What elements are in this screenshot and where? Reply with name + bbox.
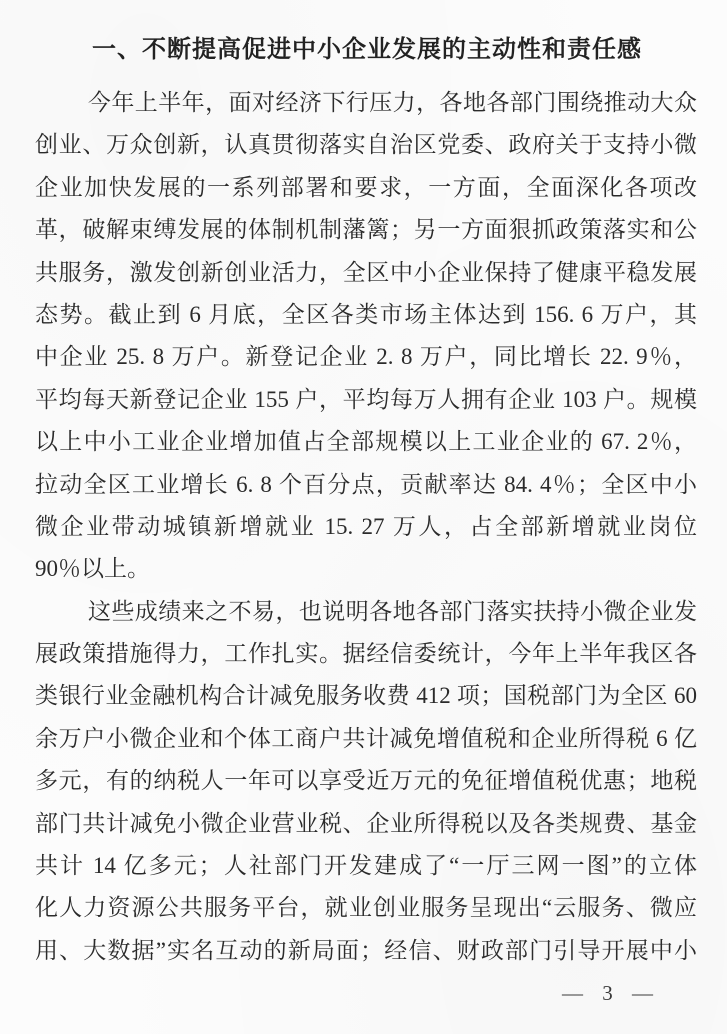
body-line: 创业、万众创新，认真贯彻落实自治区党委、政府关于支持小微 xyxy=(35,132,697,158)
body-line: 企业加快发展的一系列部署和要求，一方面，全面深化各项改 xyxy=(35,174,697,200)
body-line: 余万户小微企业和个体工商户共计减免增值税和企业所得税 6 亿 xyxy=(35,725,697,751)
body-line: 今年上半年，面对经济下行压力，各地各部门围绕推动大众 xyxy=(87,90,697,115)
page-number: — 3 — xyxy=(562,981,655,1005)
body-line: 化人力资源公共服务平台，就业创业服务呈现出“云服务、微应 xyxy=(35,895,697,921)
body-line: 用、大数据”实名互动的新局面；经信、财政部门引导开展中小 xyxy=(35,937,697,963)
body-line: 共服务，激发创新创业活力，全区中小企业保持了健康平稳发展 xyxy=(35,259,697,285)
body-line: 多元，有的纳税人一年可以享受近万元的免征增值税优惠；地税 xyxy=(35,768,697,794)
body-line: 微企业带动城镇新增就业 15. 27 万人，占全部新增就业岗位 xyxy=(35,513,697,539)
body-line: 类银行业金融机构合计减免服务收费 412 项；国税部门为全区 60 xyxy=(35,683,697,709)
body-line: 部门共计减免小微企业营业税、企业所得税以及各类规费、基金 xyxy=(35,810,697,836)
body-line: 90％以上。 xyxy=(35,556,150,582)
body-line: 共计 14 亿多元；人社部门开发建成了“一厅三网一图”的立体 xyxy=(35,853,697,879)
body-line: 革，破解束缚发展的体制机制藩篱；另一方面狠抓政策落实和公 xyxy=(35,217,697,243)
body-line: 展政策措施得力，工作扎实。据经信委统计，今年上半年我区各 xyxy=(35,641,697,667)
body-line: 态势。截止到 6 月底，全区各类市场主体达到 156. 6 万户，其 xyxy=(35,301,697,327)
body-line: 这些成绩来之不易，也说明各地各部门落实扶持小微企业发 xyxy=(87,598,697,624)
section-heading: 一、不断提高促进中小企业发展的主动性和责任感 xyxy=(92,36,642,63)
body-line: 以上中小工业企业增加值占全部规模以上工业企业的 67. 2％， xyxy=(35,429,697,455)
body-line: 拉动全区工业增长 6. 8 个百分点，贡献率达 84. 4％；全区中小 xyxy=(35,471,697,497)
body-line: 中企业 25. 8 万户。新登记企业 2. 8 万户，同比增长 22. 9％， xyxy=(35,344,697,370)
body-line: 平均每天新登记企业 155 户，平均每万人拥有企业 103 户。规模 xyxy=(35,386,697,412)
